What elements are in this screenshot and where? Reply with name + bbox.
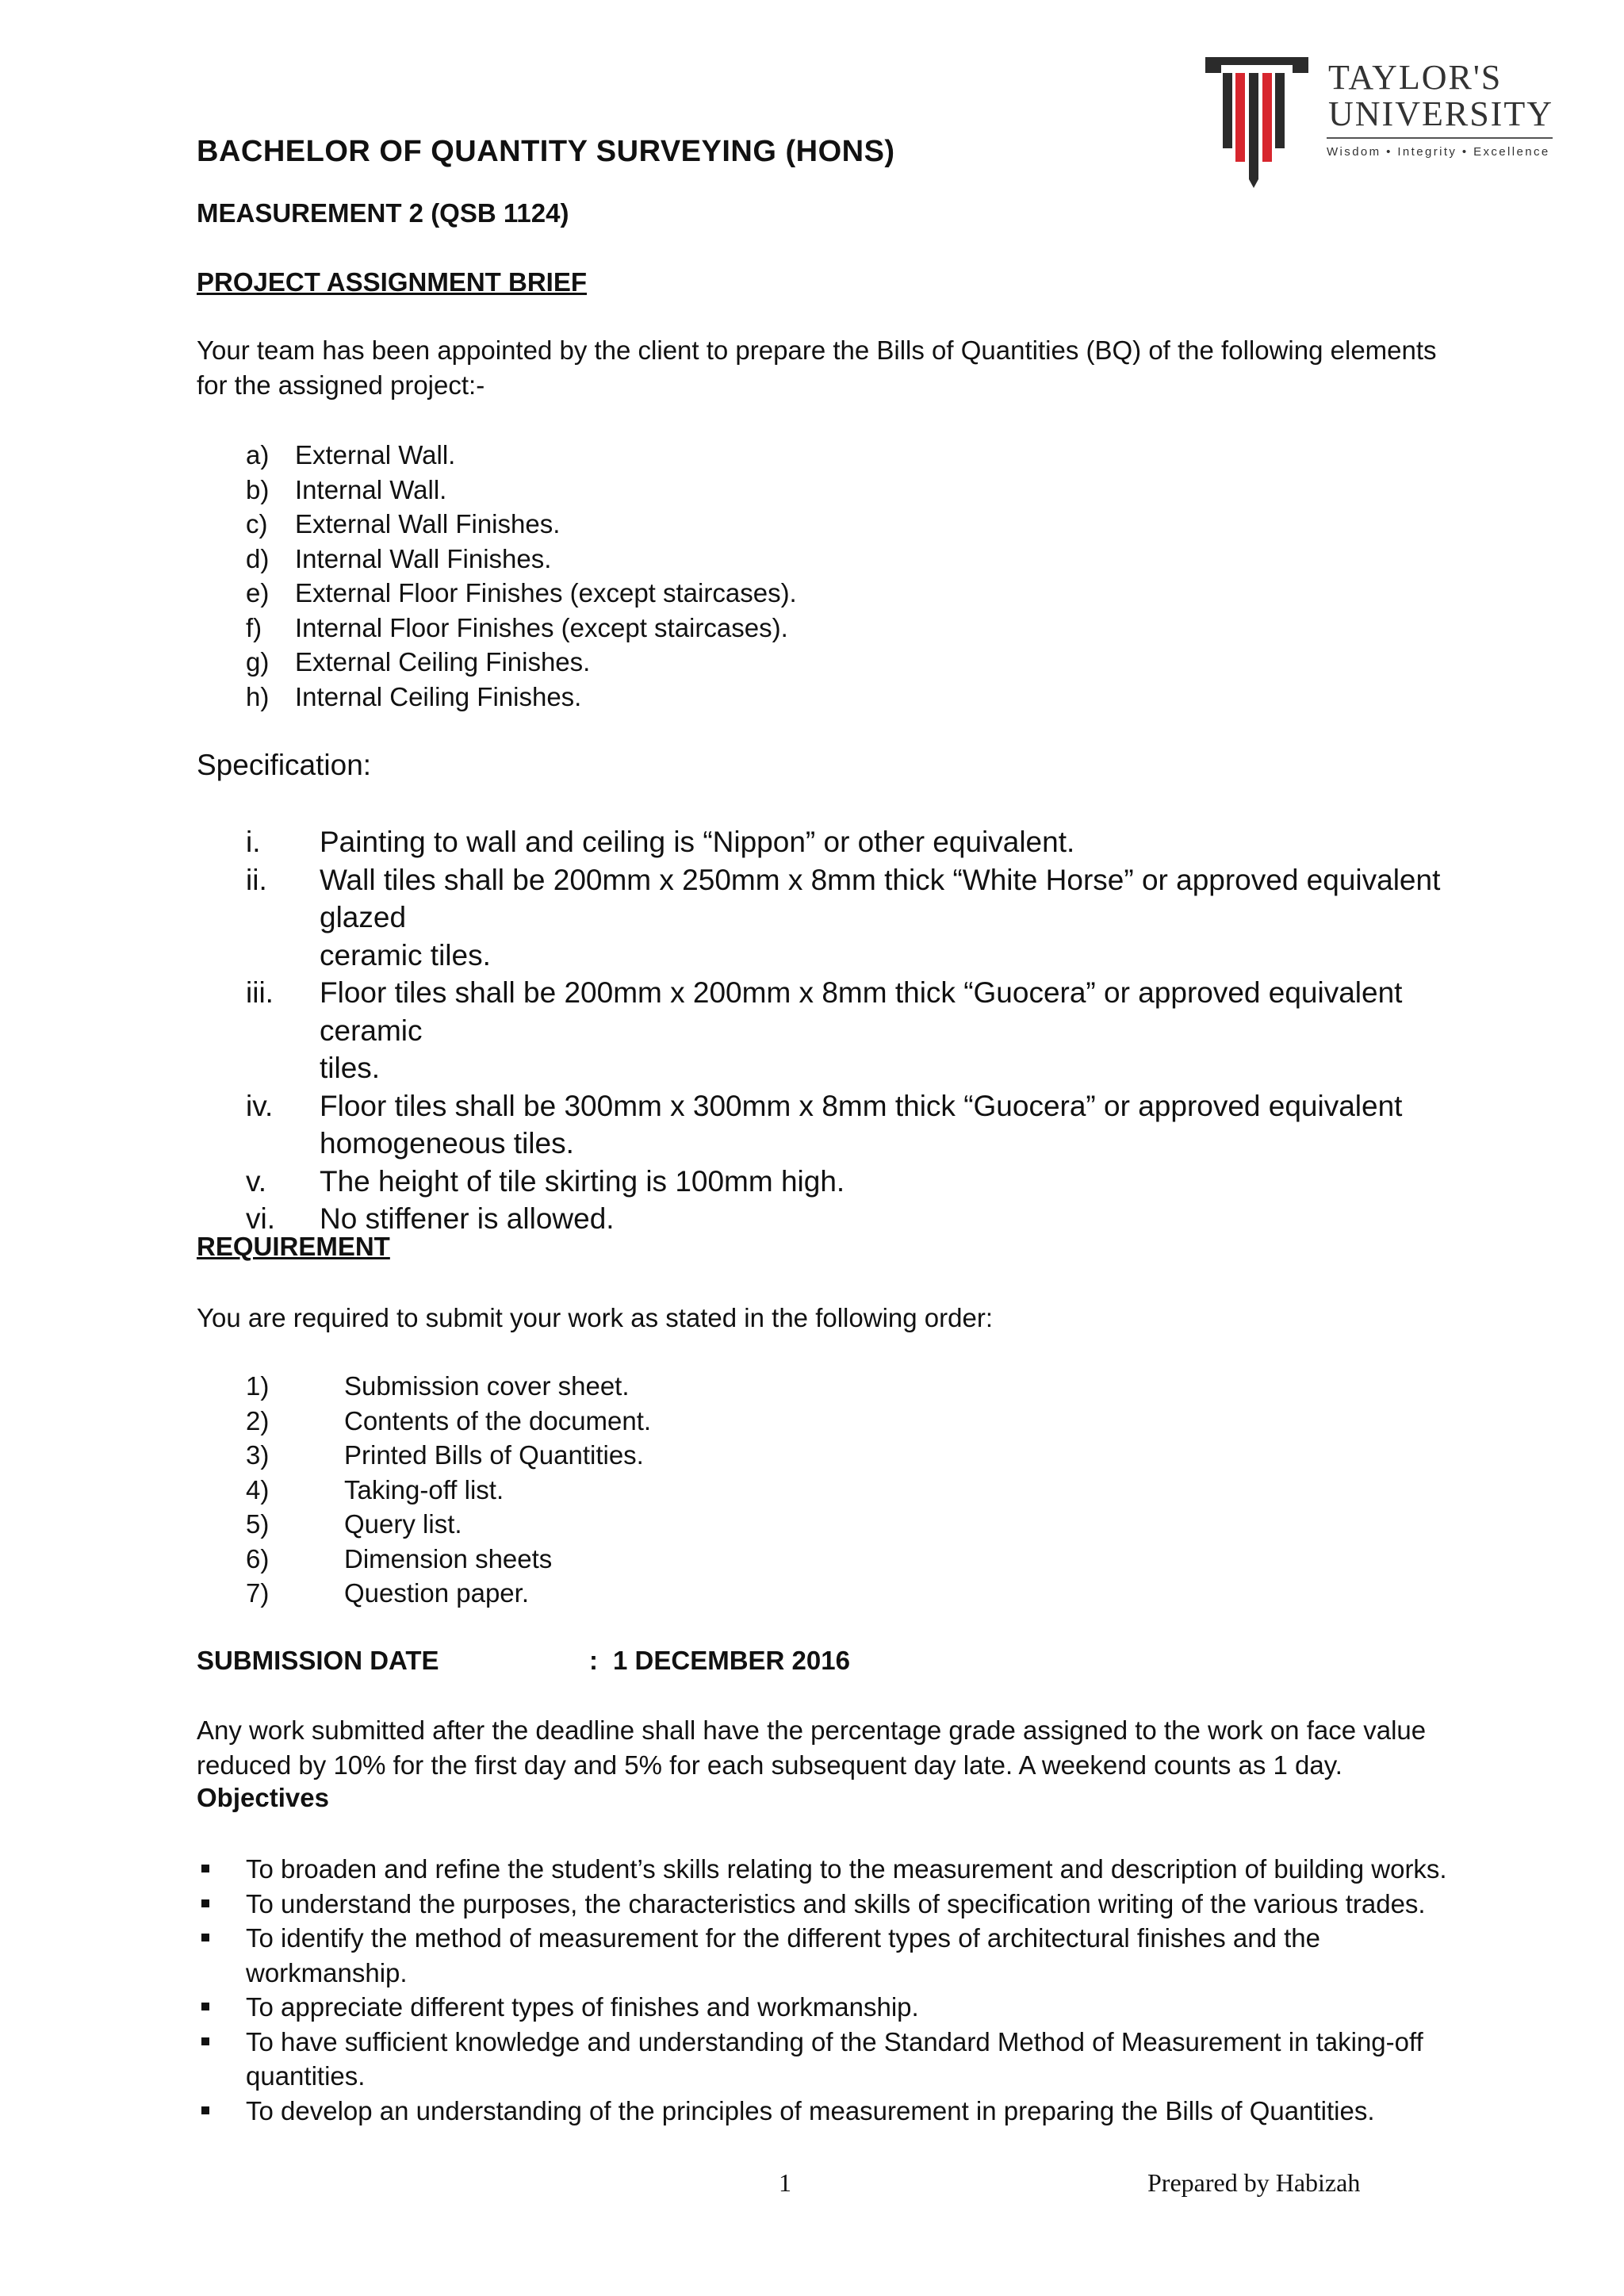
submission-date-label: SUBMISSION DATE	[197, 1646, 439, 1675]
logo-tagline: Wisdom • Integrity • Excellence	[1327, 145, 1550, 159]
list-item	[197, 645, 1386, 680]
item-marker: 7)	[246, 1578, 270, 1608]
item-line: To understand the purposes, the characteristics and skills of specification writing of the various trades.	[246, 1888, 1426, 1918]
item-marker: 1)	[246, 1371, 270, 1401]
item-marker: ii.	[246, 863, 267, 896]
item-marker: iv.	[246, 1089, 274, 1122]
bullet-icon	[201, 2003, 209, 2010]
requirement-heading: REQUIREMENT	[197, 1232, 390, 1261]
item-line: To identify the method of measurement for the different types of architectural finishes and the workmanship.	[246, 1923, 1320, 1987]
elements-list	[197, 438, 1386, 714]
item-text: Internal Floor Finishes (except staircases).	[295, 612, 788, 642]
list-item	[197, 1576, 1307, 1611]
list-item	[197, 1404, 1307, 1439]
logo-name-line2: UNIVERSITY	[1328, 94, 1553, 133]
objectives-heading: Objectives	[197, 1783, 329, 1812]
item-line: To have sufficient knowledge and understanding of the Standard Method of Measurement in taking-off	[246, 2026, 1423, 2056]
specification-list	[197, 823, 1457, 1238]
item-line: tiles.	[320, 1052, 381, 1084]
item-text: Taking-off list.	[344, 1474, 504, 1504]
page-number: 1	[779, 2168, 791, 2197]
list-item	[197, 861, 1457, 975]
list-item	[197, 1369, 1307, 1404]
item-marker: f)	[246, 612, 262, 642]
item-text: External Ceiling Finishes.	[295, 647, 591, 677]
list-item	[197, 1163, 1457, 1201]
item-text: Contents of the document.	[344, 1405, 652, 1435]
list-item	[197, 1990, 1457, 2025]
logo-divider	[1327, 137, 1553, 139]
section-heading-brief: PROJECT ASSIGNMENT BRIEF	[197, 267, 587, 297]
list-item	[197, 576, 1386, 611]
requirement-list	[197, 1369, 1307, 1611]
item-line: Painting to wall and ceiling is “Nippon” or other equivalent.	[320, 826, 1075, 858]
item-line: Floor tiles shall be 200mm x 200mm x 8mm thick “Guocera” or approved equivalent ceramic	[320, 976, 1403, 1047]
bullet-icon	[201, 1934, 209, 1941]
list-item	[197, 542, 1386, 577]
course-title: MEASUREMENT 2 (QSB 1124)	[197, 198, 569, 228]
item-text: Submission cover sheet.	[344, 1371, 630, 1401]
list-item	[197, 2025, 1457, 2094]
list-item	[197, 438, 1386, 473]
list-item	[197, 1887, 1457, 1922]
item-line: To broaden and refine the student’s skills relating to the measurement and description of building works.	[246, 1854, 1447, 1884]
bullet-icon	[201, 2037, 209, 2045]
item-marker: 4)	[246, 1474, 270, 1504]
bullet-icon	[201, 1865, 209, 1872]
submission-date-value: 1 DECEMBER 2016	[613, 1646, 850, 1675]
list-item	[197, 473, 1386, 508]
item-text: External Wall.	[295, 440, 456, 470]
list-item	[197, 507, 1386, 542]
item-text: Query list.	[344, 1509, 462, 1539]
university-logo-icon	[1205, 57, 1316, 192]
list-item	[197, 1473, 1307, 1508]
late-policy-line: Any work submitted after the deadline shall have the percentage grade assigned to the work on face value	[197, 1715, 1427, 1745]
list-item	[197, 680, 1386, 715]
intro-paragraph: Your team has been appointed by the client to prepare the Bills of Quantities (BQ) of the following elements for the assigned project:-	[197, 335, 1437, 400]
item-text: Dimension sheets	[344, 1543, 553, 1573]
item-text: Internal Ceiling Finishes.	[295, 681, 582, 711]
item-line: homogeneous tiles.	[320, 1127, 574, 1159]
item-text: Printed Bills of Quantities.	[344, 1440, 644, 1470]
item-line: Floor tiles shall be 300mm x 300mm x 8mm thick “Guocera” or approved equivalent	[320, 1089, 1403, 1122]
item-line: No stiffener is allowed.	[320, 1202, 615, 1235]
item-marker: v.	[246, 1164, 267, 1198]
item-marker: 5)	[246, 1509, 270, 1539]
item-marker: 2)	[246, 1405, 270, 1435]
late-policy-line: reduced by 10% for the first day and 5% for each subsequent day late. A weekend counts as 1 day.	[197, 1750, 1342, 1780]
item-marker: 6)	[246, 1543, 270, 1573]
item-text: External Wall Finishes.	[295, 509, 561, 539]
item-text: Question paper.	[344, 1578, 529, 1608]
specification-heading: Specification:	[197, 749, 372, 781]
list-item	[197, 1921, 1457, 1990]
item-text: Internal Wall Finishes.	[295, 543, 552, 573]
item-marker: h)	[246, 681, 270, 711]
item-marker: 3)	[246, 1440, 270, 1470]
item-line: The height of tile skirting is 100mm high.	[320, 1164, 845, 1198]
item-marker: a)	[246, 440, 270, 470]
item-line: To develop an understanding of the principles of measurement in preparing the Bills of Quantities.	[246, 2095, 1375, 2125]
item-marker: vi.	[246, 1202, 275, 1235]
submission-date-colon: :	[589, 1646, 598, 1675]
item-marker: b)	[246, 474, 270, 504]
list-item	[197, 974, 1457, 1087]
item-line: quantities.	[246, 2061, 366, 2091]
bullet-icon	[201, 1899, 209, 1907]
list-item	[197, 1852, 1457, 1887]
requirement-intro: You are required to submit your work as stated in the following order:	[197, 1303, 993, 1332]
item-line: Wall tiles shall be 200mm x 250mm x 8mm thick “White Horse” or approved equivalent glazed	[320, 863, 1441, 933]
list-item	[197, 611, 1386, 646]
item-marker: c)	[246, 509, 268, 539]
item-marker: i.	[246, 826, 261, 858]
objectives-list	[197, 1852, 1457, 2128]
list-item	[197, 1087, 1457, 1163]
item-line: To appreciate different types of finishes and workmanship.	[246, 1992, 919, 2022]
bullet-icon	[201, 2106, 209, 2114]
list-item	[197, 823, 1457, 861]
item-marker: e)	[246, 578, 270, 608]
list-item	[197, 1438, 1307, 1473]
item-marker: g)	[246, 647, 270, 677]
item-text: External Floor Finishes (except staircases).	[295, 578, 797, 608]
document-title: BACHELOR OF QUANTITY SURVEYING (HONS)	[197, 135, 895, 168]
item-line: ceramic tiles.	[320, 938, 491, 972]
list-item	[197, 2094, 1457, 2129]
item-marker: d)	[246, 543, 270, 573]
logo-name-line1: TAYLOR'S	[1328, 58, 1503, 97]
list-item	[197, 1507, 1307, 1542]
prepared-by: Prepared by Habizah	[1147, 2168, 1361, 2197]
list-item	[197, 1542, 1307, 1577]
item-marker: iii.	[246, 976, 274, 1009]
item-text: Internal Wall.	[295, 474, 447, 504]
